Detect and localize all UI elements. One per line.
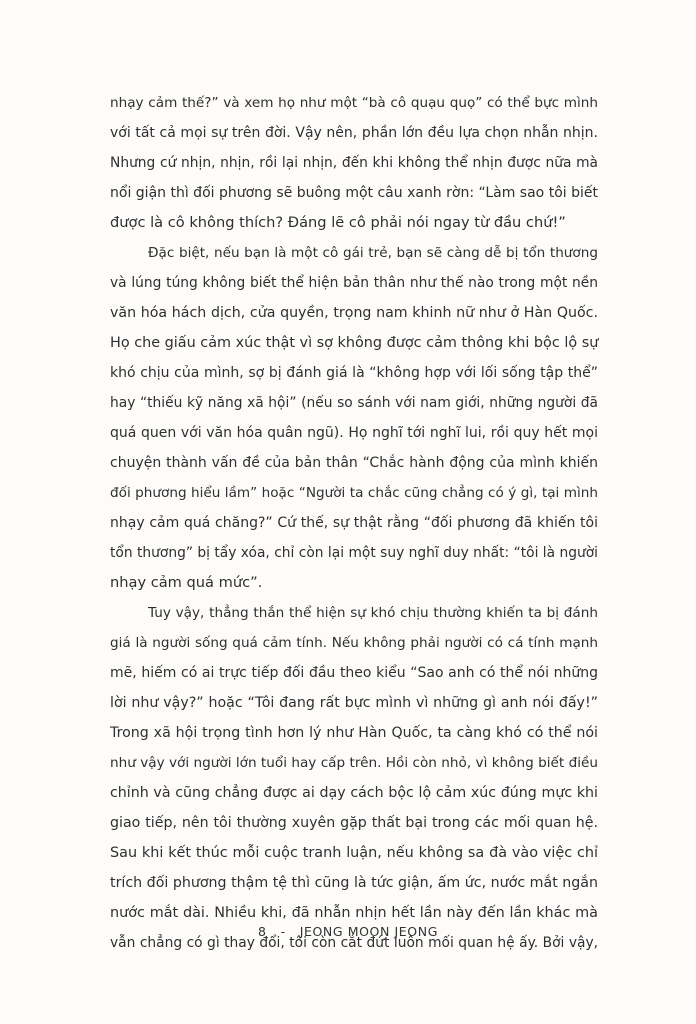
text-line: nhạy cảm quá chăng?” Cứ thế, sự thật rằng “đối phương đã khiến tôi xyxy=(110,515,598,531)
text-line: nhạy cảm quá mức”. xyxy=(110,574,263,591)
text-line: Nhưng cứ nhịn, nhịn, rồi lại nhịn, đến khi không thể nhịn được nữa mà xyxy=(110,155,598,171)
text-line: Họ che giấu cảm xúc thật vì sợ không được cảm thông khi bộc lộ sự xyxy=(110,335,599,351)
text-line: trích đối phương thậm tệ thì cũng là tức giận, ấm ức, nước mắt ngắn xyxy=(110,875,598,891)
text-line: tổn thương” bị tẩy xóa, chỉ còn lại một suy nghĩ duy nhất: “tôi là người xyxy=(110,545,598,561)
page-footer xyxy=(0,924,696,939)
text-line: hay “thiếu kỹ năng xã hội” (nếu so sánh với nam giới, những người đã xyxy=(110,395,598,411)
footer-separator: - xyxy=(280,924,286,939)
text-line: được là cô không thích? Đáng lẽ cô phải nói ngay từ đầu chứ!” xyxy=(110,214,566,231)
text-line: mẽ, hiếm có ai trực tiếp đối đầu theo kiểu “Sao anh có thể nói những xyxy=(110,665,598,681)
text-line: nước mắt dài. Nhiều khi, đã nhẫn nhịn hết lần này đến lần khác mà xyxy=(110,905,598,921)
text-line: với tất cả mọi sự trên đời. Vậy nên, phần lớn đều lựa chọn nhẫn nhịn. xyxy=(110,125,598,141)
text-line: giá là người sống quá cảm tính. Nếu không phải người có cá tính mạnh xyxy=(110,635,598,651)
text-line: chỉnh và cũng chẳng được ai dạy cách bộc lộ cảm xúc đúng mực khi xyxy=(110,785,598,801)
text-line: đối phương hiểu lầm” hoặc “Người ta chắc cũng chẳng có ý gì, tại mình xyxy=(110,485,598,501)
text-line: nhạy cảm thế?” và xem họ như một “bà cô quạu quọ” có thể bực mình xyxy=(110,95,598,111)
text-line: vẫn chẳng có gì thay đổi, tôi còn cắt đứt luôn mối quan hệ ấy. Bởi vậy, xyxy=(110,935,598,951)
text-line: Đặc biệt, nếu bạn là một cô gái trẻ, bạn sẽ càng dễ bị tổn thương xyxy=(148,245,598,261)
text-line: giao tiếp, nên tôi thường xuyên gặp thất bại trong các mối quan hệ. xyxy=(110,815,598,831)
text-line: Tuy vậy, thẳng thắn thể hiện sự khó chịu thường khiến ta bị đánh xyxy=(148,605,598,621)
text-line: khó chịu của mình, sợ bị đánh giá là “không hợp với lối sống tập thể” xyxy=(110,365,598,381)
text-line: chuyện thành vấn đề của bản thân “Chắc hành động của mình khiến xyxy=(110,455,598,471)
running-head-author: JEONG MOON JEONG xyxy=(299,924,438,939)
text-line: và lúng túng không biết thể hiện bản thân như thế nào trong một nền xyxy=(110,275,598,291)
text-line: nổi giận thì đối phương sẽ buông một câu xanh rờn: “Làm sao tôi biết xyxy=(110,185,598,201)
text-line: như vậy với người lớn tuổi hay cấp trên. Hồi còn nhỏ, vì không biết điều xyxy=(110,755,598,771)
text-line: Trong xã hội trọng tình hơn lý như Hàn Quốc, ta càng khó có thể nói xyxy=(110,725,598,741)
body-text xyxy=(110,88,598,958)
page-number: 8 xyxy=(258,924,267,939)
text-line: lời như vậy?” hoặc “Tôi đang rất bực mình vì những gì anh nói đấy!” xyxy=(110,695,598,711)
text-line: Sau khi kết thúc mỗi cuộc tranh luận, nếu không sa đà vào việc chỉ xyxy=(110,845,598,861)
text-line: quá quen với văn hóa quân ngũ). Họ nghĩ tới nghĩ lui, rồi quy hết mọi xyxy=(110,425,598,441)
text-line: văn hóa hách dịch, cửa quyền, trọng nam khinh nữ như ở Hàn Quốc. xyxy=(110,305,598,321)
